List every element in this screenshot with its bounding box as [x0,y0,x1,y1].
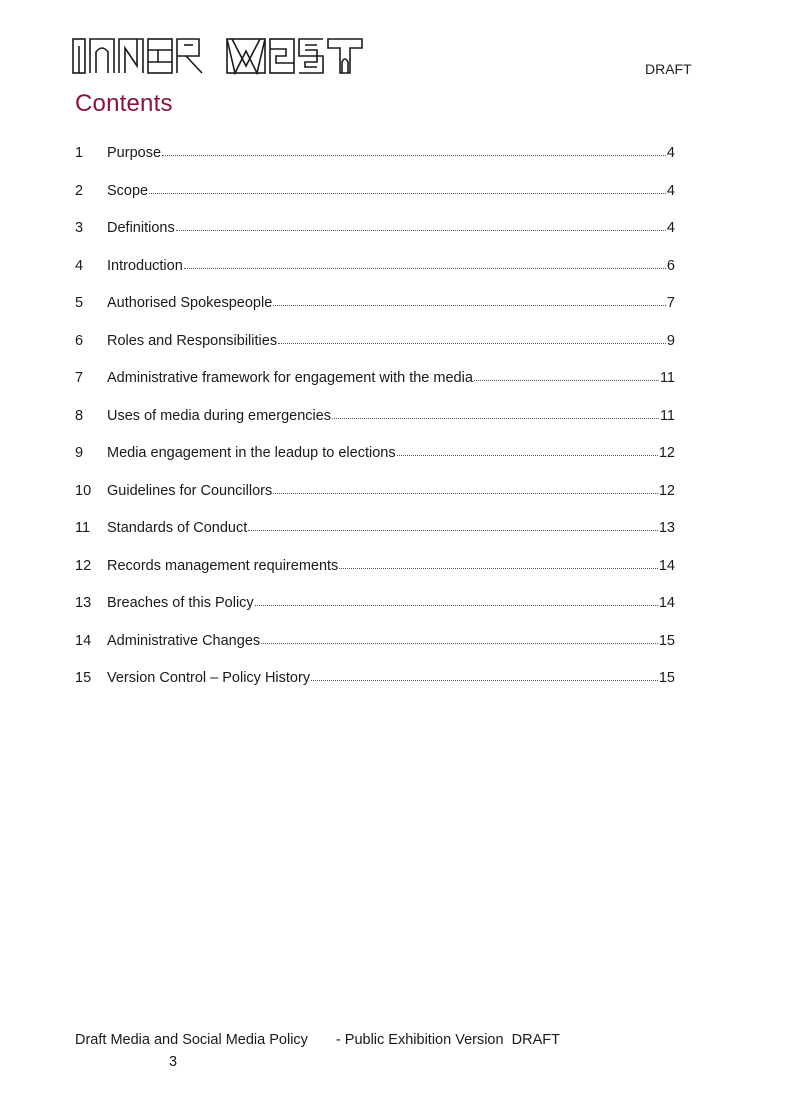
toc-entry-label: Administrative Changes [107,632,261,649]
toc-entry-page: 14 [658,557,675,574]
toc-entry-number: 3 [75,220,84,236]
toc-entry-page: 6 [666,257,675,274]
toc-entry-number: 10 [75,482,92,499]
toc-dot-leader [278,342,666,344]
inner-west-logo [72,36,372,76]
contents-title: Contents [75,90,173,117]
toc-entry[interactable] [75,370,675,408]
toc-entry[interactable] [75,145,675,183]
toc-entry-label: Version Control – Policy History [107,670,311,686]
toc-entry-page: 14 [658,595,675,611]
toc-entry-label: Breaches of this Policy [107,595,254,611]
toc-entry-label: Roles and Responsibilities [107,332,278,349]
toc-entry-number: 11 [75,520,91,536]
toc-entry-label: Standards of Conduct [107,520,248,536]
toc-entry-number: 8 [75,407,84,424]
toc-entry-page: 7 [666,295,675,311]
toc-entry[interactable] [75,483,675,521]
toc-dot-leader [397,454,658,456]
page-number: 3 [169,1054,178,1070]
toc-entry-number: 12 [75,557,92,574]
footer-doc-title: Draft Media and Social Media Policy [75,1032,308,1048]
toc-dot-leader [162,154,666,156]
toc-dot-leader [149,192,666,194]
toc-dot-leader [273,492,658,494]
toc-entry-number: 7 [75,370,84,386]
toc-entry-number: 13 [75,595,92,611]
toc-entry-label: Introduction [107,257,183,274]
toc-entry-number: 14 [75,632,92,649]
toc-entry-page: 4 [666,145,675,161]
toc-entry-label: Purpose [107,145,162,161]
toc-entry-number: 4 [75,257,84,274]
toc-dot-leader [261,642,658,644]
toc-entry-label: Authorised Spokespeople [107,295,273,311]
toc-entry[interactable] [75,220,675,258]
table-of-contents [75,145,675,708]
toc-dot-leader [176,229,666,231]
toc-entry-label: Records management requirements [107,557,339,574]
toc-entry-page: 4 [666,182,675,199]
toc-entry-label: Scope [107,182,149,199]
toc-entry-page: 12 [658,445,675,461]
toc-entry-number: 6 [75,332,84,349]
toc-dot-leader [273,304,666,306]
toc-entry-label: Administrative framework for engagement with the media [107,370,473,386]
toc-entry-page: 11 [659,370,675,386]
toc-entry[interactable] [75,520,675,558]
toc-entry[interactable] [75,558,675,596]
toc-entry-page: 15 [658,670,675,686]
toc-entry-number: 9 [75,445,84,461]
toc-dot-leader [474,379,659,381]
toc-dot-leader [248,529,658,531]
toc-dot-leader [255,604,658,606]
toc-entry[interactable] [75,445,675,483]
toc-entry-number: 15 [75,670,92,686]
toc-entry-label: Uses of media during emergencies [107,407,332,424]
toc-entry-label: Guidelines for Councillors [107,482,273,499]
toc-entry-number: 1 [75,145,84,161]
toc-entry-page: 11 [659,407,675,424]
toc-entry[interactable] [75,258,675,296]
toc-entry[interactable] [75,295,675,333]
toc-entry-label: Definitions [107,220,175,236]
toc-entry-number: 2 [75,182,84,199]
footer [75,1032,560,1048]
toc-dot-leader [339,567,658,569]
toc-entry[interactable] [75,333,675,371]
footer-version: - Public Exhibition Version [335,1032,504,1048]
toc-entry-page: 13 [658,520,675,536]
toc-dot-leader [332,417,659,419]
toc-entry-page: 4 [666,220,675,236]
toc-entry-page: 12 [658,482,675,499]
toc-entry[interactable] [75,183,675,221]
toc-entry-label: Media engagement in the leadup to elections [107,445,396,461]
toc-dot-leader [311,679,658,681]
toc-entry[interactable] [75,670,675,708]
toc-entry[interactable] [75,595,675,633]
toc-entry-page: 9 [666,332,675,349]
toc-entry-page: 15 [658,632,675,649]
toc-dot-leader [184,267,666,269]
toc-entry[interactable] [75,633,675,671]
toc-entry-number: 5 [75,295,84,311]
toc-entry[interactable] [75,408,675,446]
draft-label: DRAFT [645,61,692,77]
footer-status: DRAFT [511,1032,560,1048]
